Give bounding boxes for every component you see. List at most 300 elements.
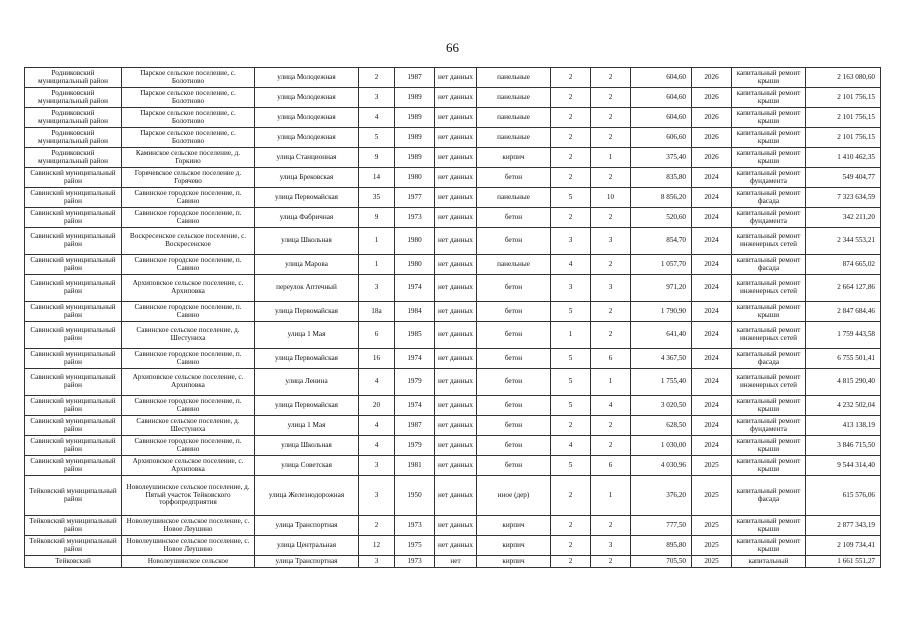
table-row [25, 556, 881, 568]
entrances-cell: 2 [591, 322, 631, 349]
area-cell: 4 030,96 [631, 456, 692, 476]
settlement-cell: Парское сельское поселение, с. Болотново [122, 128, 255, 148]
status-cell: нет данных [435, 456, 477, 476]
build-year-cell: 1973 [395, 516, 435, 536]
district-cell: Савинский муниципальный район [25, 436, 122, 456]
cost-cell: 1 759 443,58 [806, 322, 881, 349]
district-cell: Савинский муниципальный район [25, 396, 122, 416]
entrances-cell: 3 [591, 275, 631, 302]
street-cell: улица Ленина [255, 369, 359, 396]
floors-cell: 1 [551, 322, 591, 349]
street-cell: улица Транспортная [255, 556, 359, 568]
table-row [25, 369, 881, 396]
entrances-cell: 2 [591, 255, 631, 275]
cost-cell: 2 101 756,15 [806, 108, 881, 128]
cost-cell: 3 846 715,50 [806, 436, 881, 456]
cost-cell: 7 323 634,59 [806, 188, 881, 208]
floors-cell: 4 [551, 255, 591, 275]
district-cell: Тейковский муниципальный район [25, 476, 122, 516]
settlement-cell: Каминское сельское поселение, д. Горкино [122, 148, 255, 168]
floors-cell: 2 [551, 88, 591, 108]
area-cell: 895,80 [631, 536, 692, 556]
wall-material-cell: бетон [477, 208, 551, 228]
plan-year-cell: 2025 [692, 476, 732, 516]
table-row [25, 168, 881, 188]
floors-cell: 2 [551, 516, 591, 536]
street-cell: улица Транспортная [255, 516, 359, 536]
plan-year-cell: 2024 [692, 369, 732, 396]
cost-cell: 2 664 127,86 [806, 275, 881, 302]
build-year-cell: 1980 [395, 228, 435, 255]
status-cell: нет [435, 556, 477, 568]
house-number-cell: 3 [359, 476, 395, 516]
wall-material-cell: панельные [477, 255, 551, 275]
settlement-cell: Савинское городское поселение, п. Савино [122, 188, 255, 208]
work-type-cell: капитальный ремонт крыши [732, 396, 806, 416]
table-row [25, 108, 881, 128]
area-cell: 1 790,90 [631, 302, 692, 322]
settlement-cell: Парское сельское поселение, с. Болотново [122, 68, 255, 88]
entrances-cell: 2 [591, 516, 631, 536]
street-cell: улица Молодежная [255, 108, 359, 128]
build-year-cell: 1977 [395, 188, 435, 208]
plan-year-cell: 2024 [692, 302, 732, 322]
wall-material-cell: кирпич [477, 556, 551, 568]
area-cell: 835,80 [631, 168, 692, 188]
table-row [25, 302, 881, 322]
district-cell: Савинский муниципальный район [25, 349, 122, 369]
floors-cell: 5 [551, 302, 591, 322]
street-cell: улица Первомайская [255, 188, 359, 208]
settlement-cell: Савинское городское поселение, п. Савино [122, 302, 255, 322]
cost-cell: 549 404,77 [806, 168, 881, 188]
entrances-cell: 2 [591, 168, 631, 188]
entrances-cell: 2 [591, 302, 631, 322]
floors-cell: 5 [551, 396, 591, 416]
plan-year-cell: 2024 [692, 188, 732, 208]
build-year-cell: 1987 [395, 416, 435, 436]
plan-year-cell: 2024 [692, 208, 732, 228]
district-cell: Савинский муниципальный район [25, 168, 122, 188]
build-year-cell: 1984 [395, 302, 435, 322]
wall-material-cell: бетон [477, 436, 551, 456]
street-cell: улица Брековская [255, 168, 359, 188]
cost-cell: 2 877 343,19 [806, 516, 881, 536]
cost-cell: 615 576,06 [806, 476, 881, 516]
table-row [25, 148, 881, 168]
floors-cell: 3 [551, 228, 591, 255]
district-cell: Родниковский муниципальный район [25, 108, 122, 128]
wall-material-cell: бетон [477, 456, 551, 476]
plan-year-cell: 2024 [692, 228, 732, 255]
plan-year-cell: 2026 [692, 68, 732, 88]
build-year-cell: 1980 [395, 168, 435, 188]
floors-cell: 2 [551, 536, 591, 556]
plan-year-cell: 2025 [692, 556, 732, 568]
entrances-cell: 2 [591, 108, 631, 128]
cost-cell: 2 344 553,21 [806, 228, 881, 255]
table-row [25, 188, 881, 208]
district-cell: Савинский муниципальный район [25, 456, 122, 476]
settlement-cell: Савинское сельское поселение, д. Шестуниха [122, 322, 255, 349]
status-cell: нет данных [435, 436, 477, 456]
entrances-cell: 2 [591, 68, 631, 88]
cost-cell: 6 755 501,41 [806, 349, 881, 369]
area-cell: 628,50 [631, 416, 692, 436]
status-cell: нет данных [435, 228, 477, 255]
district-cell: Тейковский муниципальный район [25, 536, 122, 556]
floors-cell: 5 [551, 188, 591, 208]
plan-year-cell: 2024 [692, 396, 732, 416]
status-cell: нет данных [435, 476, 477, 516]
district-cell: Савинский муниципальный район [25, 188, 122, 208]
work-type-cell: капитальный ремонт фундамента [732, 416, 806, 436]
settlement-cell: Савинское городское поселение, п. Савино [122, 349, 255, 369]
district-cell: Савинский муниципальный район [25, 322, 122, 349]
work-type-cell: капитальный [732, 556, 806, 568]
plan-year-cell: 2025 [692, 536, 732, 556]
work-type-cell: капитальный ремонт фасада [732, 188, 806, 208]
table-row [25, 208, 881, 228]
work-type-cell: капитальный ремонт фасада [732, 349, 806, 369]
area-cell: 1 030,00 [631, 436, 692, 456]
settlement-cell: Савинское городское поселение, п. Савино [122, 255, 255, 275]
street-cell: улица 1 Мая [255, 416, 359, 436]
cost-cell: 9 544 314,40 [806, 456, 881, 476]
cost-cell: 2 163 080,60 [806, 68, 881, 88]
district-cell: Родниковский муниципальный район [25, 68, 122, 88]
cost-cell: 2 109 734,41 [806, 536, 881, 556]
floors-cell: 3 [551, 275, 591, 302]
settlement-cell: Савинское городское поселение, п. Савино [122, 208, 255, 228]
area-cell: 854,70 [631, 228, 692, 255]
work-type-cell: капитальный ремонт инженерных сетей [732, 322, 806, 349]
cost-cell: 4 815 290,40 [806, 369, 881, 396]
house-number-cell: 1 [359, 255, 395, 275]
build-year-cell: 1987 [395, 68, 435, 88]
build-year-cell: 1989 [395, 88, 435, 108]
floors-cell: 5 [551, 456, 591, 476]
entrances-cell: 1 [591, 369, 631, 396]
plan-year-cell: 2026 [692, 108, 732, 128]
house-number-cell: 20 [359, 396, 395, 416]
table-row [25, 536, 881, 556]
street-cell: улица Станционная [255, 148, 359, 168]
work-type-cell: капитальный ремонт крыши [732, 148, 806, 168]
house-number-cell: 6 [359, 322, 395, 349]
district-cell: Родниковский муниципальный район [25, 148, 122, 168]
build-year-cell: 1975 [395, 536, 435, 556]
wall-material-cell: панельные [477, 108, 551, 128]
street-cell: улица Первомайская [255, 302, 359, 322]
cost-cell: 2 101 756,15 [806, 88, 881, 108]
wall-material-cell: иное (дер) [477, 476, 551, 516]
entrances-cell: 2 [591, 208, 631, 228]
table-body [25, 68, 881, 568]
house-number-cell: 4 [359, 369, 395, 396]
floors-cell: 2 [551, 556, 591, 568]
entrances-cell: 10 [591, 188, 631, 208]
district-cell: Савинский муниципальный район [25, 255, 122, 275]
district-cell: Родниковский муниципальный район [25, 128, 122, 148]
street-cell: улица Советская [255, 456, 359, 476]
build-year-cell: 1974 [395, 275, 435, 302]
entrances-cell: 3 [591, 536, 631, 556]
plan-year-cell: 2025 [692, 456, 732, 476]
status-cell: нет данных [435, 349, 477, 369]
cost-cell: 2 101 756,15 [806, 128, 881, 148]
floors-cell: 5 [551, 349, 591, 369]
plan-year-cell: 2024 [692, 436, 732, 456]
district-cell: Савинский муниципальный район [25, 369, 122, 396]
status-cell: нет данных [435, 255, 477, 275]
street-cell: улица Центральная [255, 536, 359, 556]
house-number-cell: 3 [359, 88, 395, 108]
settlement-cell: Новолеушинское сельское поселение, д. Пятый участок Тейковского торфопредприятия [122, 476, 255, 516]
district-cell: Савинский муниципальный район [25, 302, 122, 322]
cost-cell: 1 661 551,27 [806, 556, 881, 568]
work-type-cell: капитальный ремонт инженерных сетей [732, 369, 806, 396]
status-cell: нет данных [435, 369, 477, 396]
area-cell: 8 856,20 [631, 188, 692, 208]
wall-material-cell: кирпич [477, 516, 551, 536]
street-cell: улица Молодежная [255, 88, 359, 108]
table-row [25, 436, 881, 456]
cost-cell: 413 138,19 [806, 416, 881, 436]
area-cell: 1 755,40 [631, 369, 692, 396]
house-number-cell: 3 [359, 556, 395, 568]
plan-year-cell: 2024 [692, 168, 732, 188]
wall-material-cell: панельные [477, 68, 551, 88]
settlement-cell: Архиповское сельское поселение, с. Архиповка [122, 369, 255, 396]
build-year-cell: 1989 [395, 108, 435, 128]
build-year-cell: 1973 [395, 208, 435, 228]
status-cell: нет данных [435, 275, 477, 302]
status-cell: нет данных [435, 168, 477, 188]
floors-cell: 2 [551, 148, 591, 168]
plan-year-cell: 2024 [692, 349, 732, 369]
settlement-cell: Архиповское сельское поселение, с. Архиповка [122, 275, 255, 302]
floors-cell: 2 [551, 168, 591, 188]
house-number-cell: 3 [359, 456, 395, 476]
settlement-cell: Архиповское сельское поселение, с. Архиповка [122, 456, 255, 476]
street-cell: улица Школьная [255, 228, 359, 255]
wall-material-cell: панельные [477, 128, 551, 148]
wall-material-cell: панельные [477, 188, 551, 208]
area-cell: 641,40 [631, 322, 692, 349]
work-type-cell: капитальный ремонт крыши [732, 536, 806, 556]
district-cell: Савинский муниципальный район [25, 416, 122, 436]
work-type-cell: капитальный ремонт крыши [732, 302, 806, 322]
cost-cell: 4 232 502,04 [806, 396, 881, 416]
street-cell: улица Молодежная [255, 68, 359, 88]
house-number-cell: 1 [359, 228, 395, 255]
plan-year-cell: 2024 [692, 416, 732, 436]
table-row [25, 88, 881, 108]
plan-year-cell: 2024 [692, 322, 732, 349]
status-cell: нет данных [435, 536, 477, 556]
build-year-cell: 1985 [395, 322, 435, 349]
district-cell: Тейковский [25, 556, 122, 568]
entrances-cell: 1 [591, 476, 631, 516]
house-number-cell: 2 [359, 68, 395, 88]
cost-cell: 1 410 462,35 [806, 148, 881, 168]
entrances-cell: 2 [591, 128, 631, 148]
district-cell: Родниковский муниципальный район [25, 88, 122, 108]
plan-year-cell: 2026 [692, 148, 732, 168]
area-cell: 705,50 [631, 556, 692, 568]
entrances-cell: 6 [591, 456, 631, 476]
floors-cell: 5 [551, 369, 591, 396]
work-type-cell: капитальный ремонт крыши [732, 88, 806, 108]
status-cell: нет данных [435, 322, 477, 349]
table-row [25, 456, 881, 476]
entrances-cell: 2 [591, 556, 631, 568]
house-number-cell: 4 [359, 416, 395, 436]
work-type-cell: капитальный ремонт крыши [732, 436, 806, 456]
wall-material-cell: бетон [477, 416, 551, 436]
street-cell: улица Фабричная [255, 208, 359, 228]
district-cell: Тейковский муниципальный район [25, 516, 122, 536]
settlement-cell: Новолеушинское сельское поселение, с. Новое Леушино [122, 536, 255, 556]
entrances-cell: 6 [591, 349, 631, 369]
table-row [25, 275, 881, 302]
status-cell: нет данных [435, 516, 477, 536]
house-number-cell: 5 [359, 128, 395, 148]
build-year-cell: 1981 [395, 456, 435, 476]
area-cell: 3 020,50 [631, 396, 692, 416]
floors-cell: 2 [551, 128, 591, 148]
settlement-cell: Горячевское сельское поселение д. Горячево [122, 168, 255, 188]
street-cell: улица 1 Мая [255, 322, 359, 349]
wall-material-cell: бетон [477, 349, 551, 369]
status-cell: нет данных [435, 108, 477, 128]
status-cell: нет данных [435, 396, 477, 416]
status-cell: нет данных [435, 416, 477, 436]
floors-cell: 2 [551, 416, 591, 436]
work-type-cell: капитальный ремонт фундамента [732, 208, 806, 228]
wall-material-cell: бетон [477, 168, 551, 188]
floors-cell: 2 [551, 208, 591, 228]
wall-material-cell: бетон [477, 369, 551, 396]
entrances-cell: 2 [591, 416, 631, 436]
build-year-cell: 1974 [395, 349, 435, 369]
street-cell: улица Молодежная [255, 128, 359, 148]
table-row [25, 255, 881, 275]
status-cell: нет данных [435, 188, 477, 208]
street-cell: улица Первомайская [255, 396, 359, 416]
table-row [25, 476, 881, 516]
area-cell: 604,60 [631, 108, 692, 128]
street-cell: переулок Аптечный [255, 275, 359, 302]
district-cell: Савинский муниципальный район [25, 208, 122, 228]
entrances-cell: 3 [591, 228, 631, 255]
work-type-cell: капитальный ремонт фундамента [732, 168, 806, 188]
street-cell: улица Марова [255, 255, 359, 275]
wall-material-cell: бетон [477, 228, 551, 255]
build-year-cell: 1950 [395, 476, 435, 516]
work-type-cell: капитальный ремонт крыши [732, 516, 806, 536]
house-number-cell: 9 [359, 208, 395, 228]
house-number-cell: 4 [359, 108, 395, 128]
floors-cell: 2 [551, 476, 591, 516]
house-number-cell: 9 [359, 148, 395, 168]
settlement-cell: Новолеушинское сельское [122, 556, 255, 568]
house-number-cell: 12 [359, 536, 395, 556]
build-year-cell: 1979 [395, 436, 435, 456]
wall-material-cell: панельные [477, 88, 551, 108]
plan-year-cell: 2026 [692, 128, 732, 148]
plan-year-cell: 2026 [692, 88, 732, 108]
build-year-cell: 1989 [395, 148, 435, 168]
settlement-cell: Воскресенское сельское поселение, с. Воскресенское [122, 228, 255, 255]
plan-year-cell: 2024 [692, 275, 732, 302]
status-cell: нет данных [435, 148, 477, 168]
status-cell: нет данных [435, 208, 477, 228]
house-number-cell: 35 [359, 188, 395, 208]
area-cell: 375,40 [631, 148, 692, 168]
work-type-cell: капитальный ремонт крыши [732, 68, 806, 88]
wall-material-cell: бетон [477, 396, 551, 416]
build-year-cell: 1973 [395, 556, 435, 568]
district-cell: Савинский муниципальный район [25, 275, 122, 302]
area-cell: 1 057,70 [631, 255, 692, 275]
table-row [25, 349, 881, 369]
house-number-cell: 14 [359, 168, 395, 188]
area-cell: 971,20 [631, 275, 692, 302]
table-row [25, 68, 881, 88]
work-type-cell: капитальный ремонт крыши [732, 456, 806, 476]
plan-year-cell: 2024 [692, 255, 732, 275]
wall-material-cell: кирпич [477, 148, 551, 168]
table-row [25, 128, 881, 148]
work-type-cell: капитальный ремонт фасада [732, 255, 806, 275]
table-row [25, 516, 881, 536]
settlement-cell: Парское сельское поселение, с. Болотново [122, 108, 255, 128]
build-year-cell: 1979 [395, 369, 435, 396]
street-cell: улица Железнодорожная [255, 476, 359, 516]
entrances-cell: 1 [591, 148, 631, 168]
cost-cell: 2 847 684,46 [806, 302, 881, 322]
work-type-cell: капитальный ремонт инженерных сетей [732, 275, 806, 302]
house-number-cell: 3 [359, 275, 395, 302]
entrances-cell: 2 [591, 436, 631, 456]
area-cell: 777,50 [631, 516, 692, 536]
table-row [25, 228, 881, 255]
wall-material-cell: кирпич [477, 536, 551, 556]
settlement-cell: Савинское городское поселение, п. Савино [122, 436, 255, 456]
settlement-cell: Парское сельское поселение, с. Болотново [122, 88, 255, 108]
house-number-cell: 4 [359, 436, 395, 456]
cost-cell: 342 211,20 [806, 208, 881, 228]
status-cell: нет данных [435, 68, 477, 88]
work-type-cell: капитальный ремонт фасада [732, 476, 806, 516]
floors-cell: 2 [551, 108, 591, 128]
table-row [25, 396, 881, 416]
floors-cell: 2 [551, 68, 591, 88]
build-year-cell: 1980 [395, 255, 435, 275]
status-cell: нет данных [435, 128, 477, 148]
district-cell: Савинский муниципальный район [25, 228, 122, 255]
street-cell: улица Первомайская [255, 349, 359, 369]
area-cell: 4 367,50 [631, 349, 692, 369]
wall-material-cell: бетон [477, 275, 551, 302]
floors-cell: 4 [551, 436, 591, 456]
work-type-cell: капитальный ремонт крыши [732, 108, 806, 128]
status-cell: нет данных [435, 88, 477, 108]
wall-material-cell: бетон [477, 322, 551, 349]
house-number-cell: 18а [359, 302, 395, 322]
